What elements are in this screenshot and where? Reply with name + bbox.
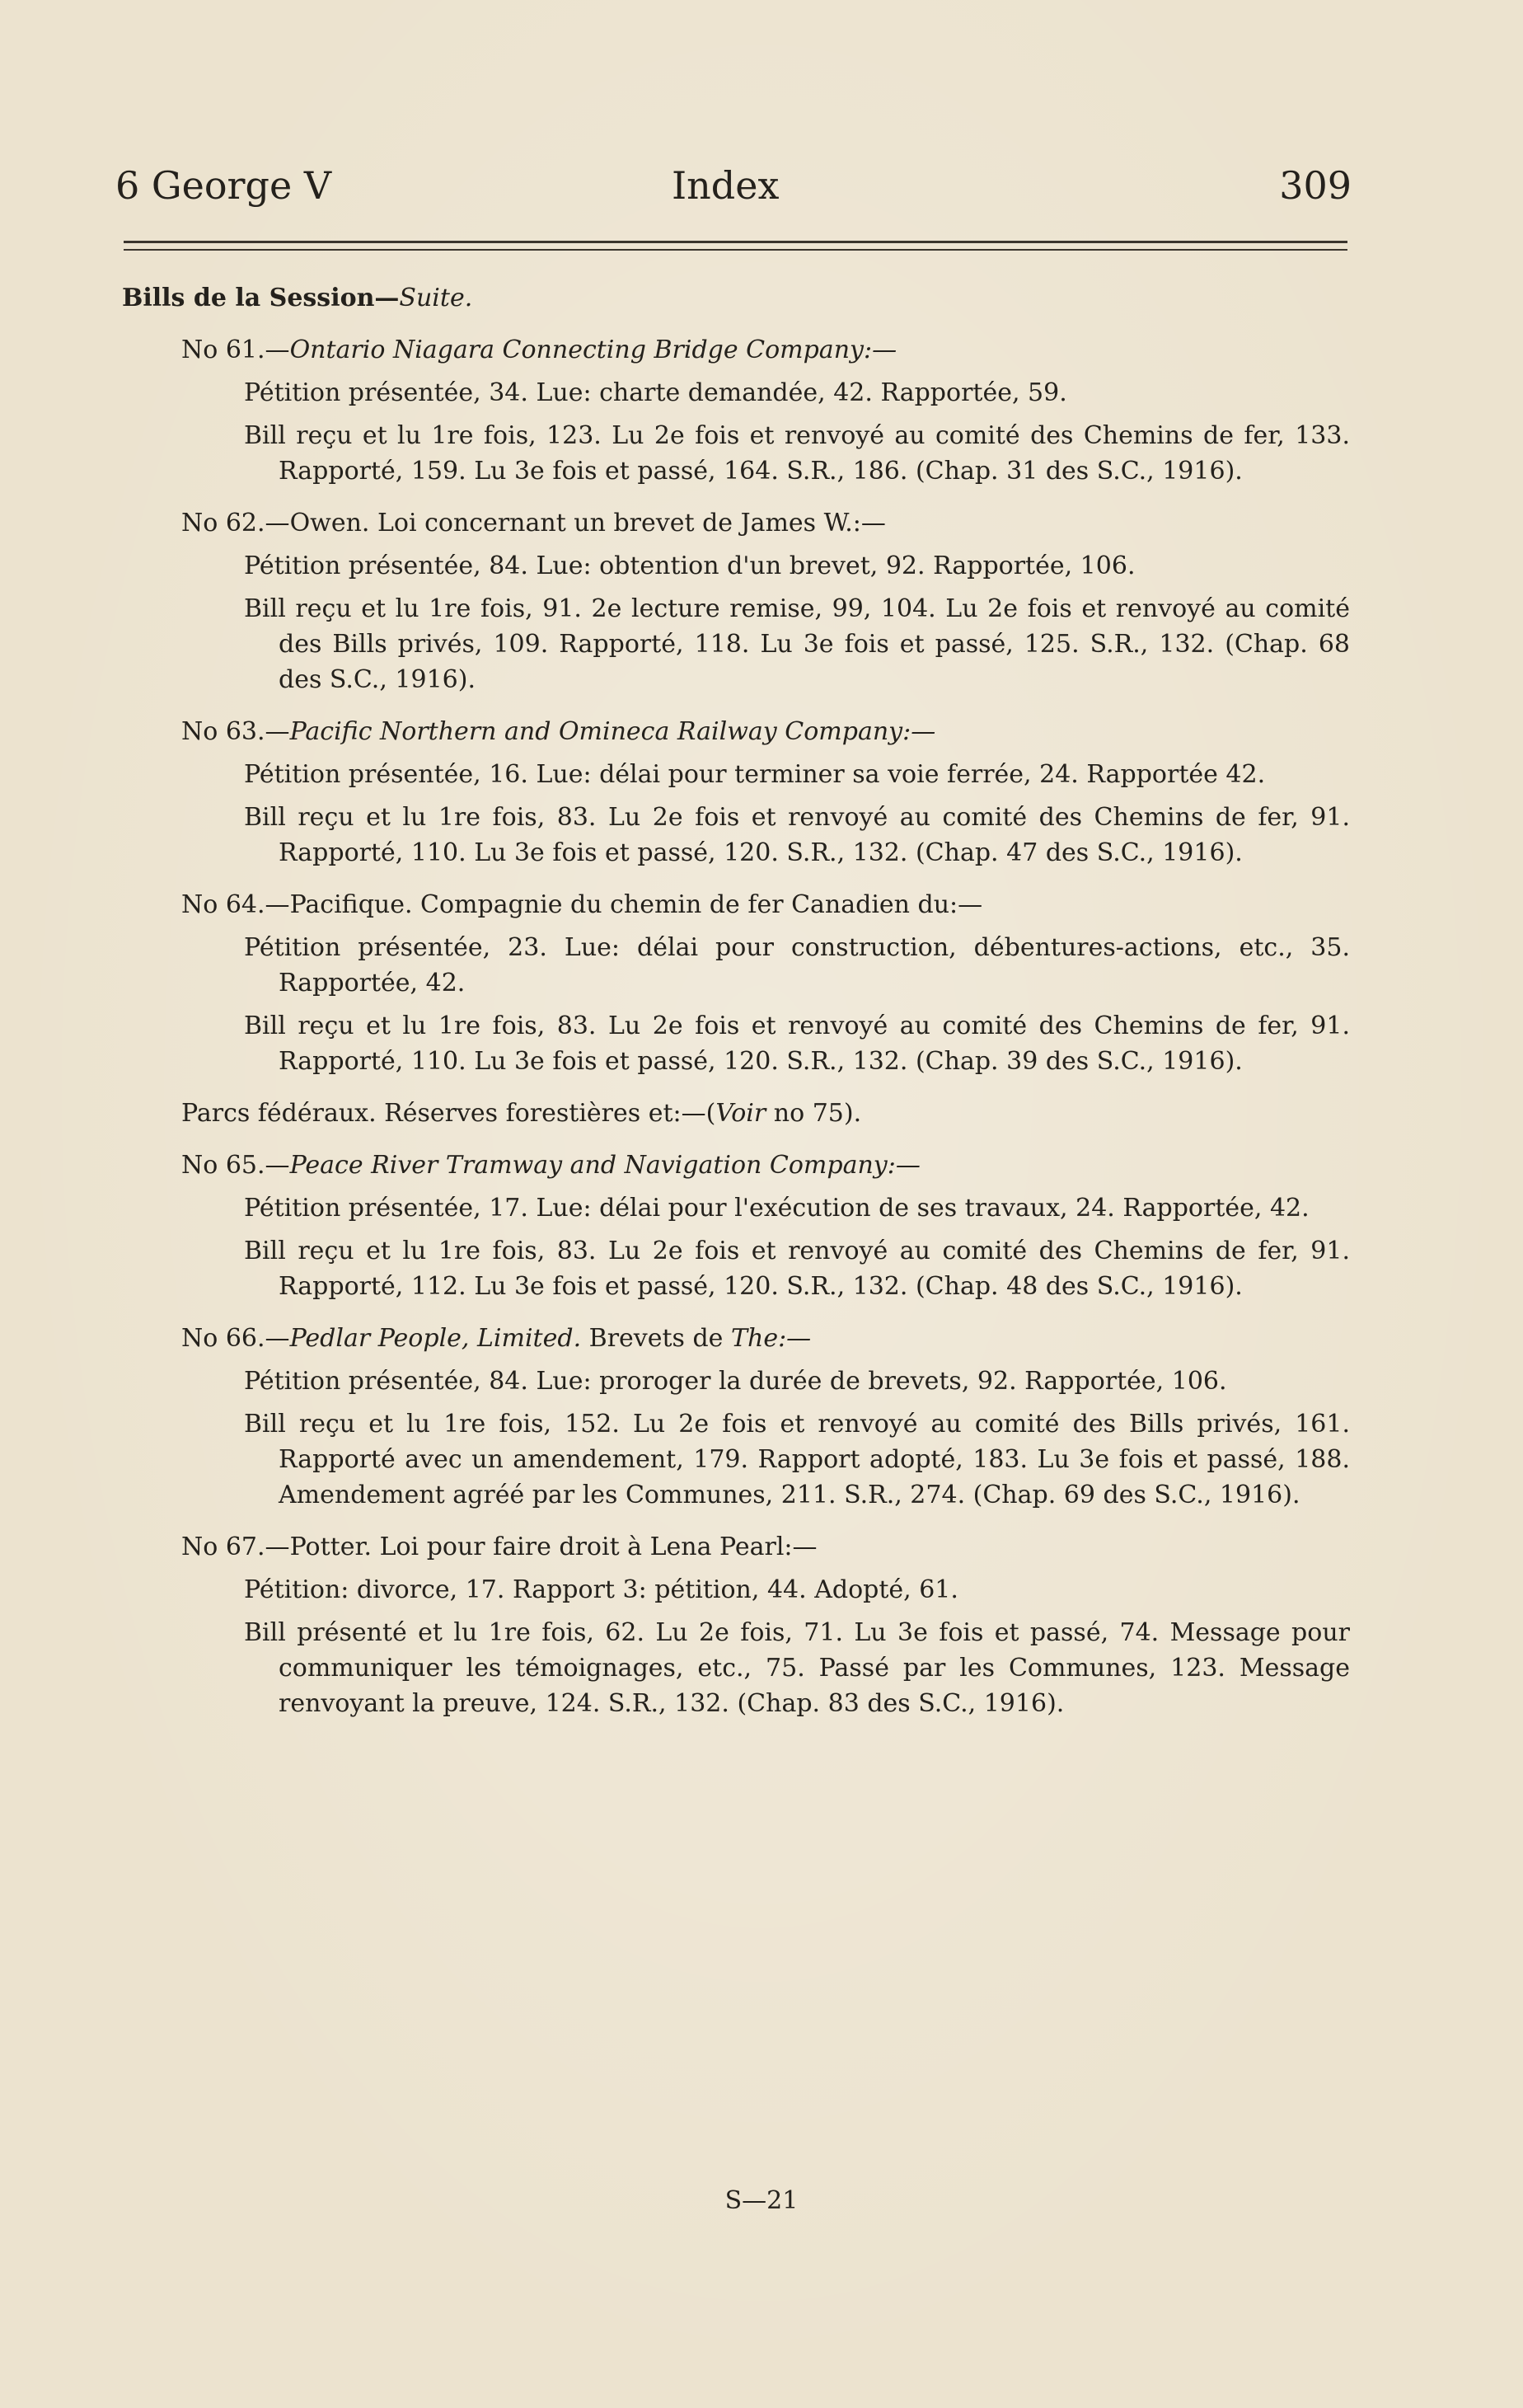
index-entry-67 [122,1529,1350,1721]
index-entry-61 [122,332,1350,489]
cross-reference-text: Parcs fédéraux. Réserves forestières et:—( [181,1099,716,1128]
entry-name-connector: Brevets de [581,1324,731,1353]
cross-reference [181,1096,1350,1131]
index-entry-64 [122,887,1350,1079]
entry-line: Bill reçu et lu 1re fois, 152. Lu 2e fois et renvoyé au comité des Bills privés, 161. Rapporté avec un amendement, 179. Rapport adopté, 183. Lu 3e fois et passé, 188. Amendement agréé par les Communes, 211. S.R., 274. (Chap. 69 des S.C., 1916). [244,1410,1350,1509]
entry-number: No 66.— [181,1324,290,1353]
entry-heading [181,887,1350,922]
entry-name-tail: The:— [730,1324,812,1353]
entry-number: No 65.— [181,1151,290,1180]
entry-line: Pétition présentée, 17. Lue: délai pour l'exécution de ses travaux, 24. Rapportée, 42. [244,1194,1310,1223]
page-number: 309 [1279,163,1352,208]
entry-line: Pétition présentée, 84. Lue: obtention d'un brevet, 92. Rapportée, 106. [244,552,1136,580]
index-entry-62 [122,505,1350,697]
entry-heading [181,332,1350,368]
entry-line: Bill reçu et lu 1re fois, 83. Lu 2e fois et renvoyé au comité des Chemins de fer, 91. Rapporté, 112. Lu 3e fois et passé, 120. S.R., 132. (Chap. 48 des S.C., 1916). [244,1237,1350,1301]
entry-line: Pétition: divorce, 17. Rapport 3: pétition, 44. Adopté, 61. [244,1575,958,1604]
entry-name: Pacifique. Compagnie du chemin de fer Canadien du:— [289,890,983,919]
entry-heading [181,1148,1350,1183]
entry-number: No 61.— [181,336,290,364]
entry-heading [181,505,1350,541]
entry-number: No 62.— [181,509,290,537]
entry-line: Bill reçu et lu 1re fois, 83. Lu 2e fois et renvoyé au comité des Chemins de fer, 91. Rapporté, 110. Lu 3e fois et passé, 120. S.R., 132. (Chap. 47 des S.C., 1916). [244,803,1350,867]
entry-line: Pétition présentée, 23. Lue: délai pour construction, débentures-actions, etc., 35. Rapportée, 42. [244,933,1350,997]
entry-name: Peace River Tramway and Navigation Company:— [289,1151,921,1180]
entry-line: Pétition présentée, 84. Lue: proroger la durée de brevets, 92. Rapportée, 106. [244,1367,1227,1396]
cross-reference-target: no 75). [766,1099,862,1128]
entry-name: Ontario Niagara Connecting Bridge Company:— [289,336,897,364]
header-rule-bottom [124,249,1347,251]
section-title-suite: Suite. [399,284,473,312]
entry-heading [181,1321,1350,1356]
entry-line: Pétition présentée, 16. Lue: délai pour terminer sa voie ferrée, 24. Rapportée 42. [244,760,1266,789]
entry-line: Bill reçu et lu 1re fois, 83. Lu 2e fois et renvoyé au comité des Chemins de fer, 91. Rapporté, 110. Lu 3e fois et passé, 120. S.R., 132. (Chap. 39 des S.C., 1916). [244,1012,1350,1076]
entry-line: Bill reçu et lu 1re fois, 91. 2e lecture remise, 99, 104. Lu 2e fois et renvoyé au comité des Bills privés, 109. Rapporté, 118. Lu 3e fois et passé, 125. S.R., 132. (Chap. 68 des S.C., 1916). [244,594,1350,694]
entry-number: No 67.— [181,1533,290,1561]
section-title-text: Bills de la Session— [122,284,400,312]
index-entry-66 [122,1321,1350,1513]
entry-name: Potter. Loi pour faire droit à Lena Pearl:— [289,1533,818,1561]
signature-mark: S—21 [724,2186,799,2215]
header-title: Index [672,163,780,208]
entry-name: Owen. Loi concernant un brevet de James W.:— [289,509,886,537]
entry-number: No 64.— [181,890,290,919]
index-content [122,280,1350,1738]
running-header [115,157,1352,214]
section-title [122,280,1350,316]
entry-heading [181,1529,1350,1565]
entry-line: Bill reçu et lu 1re fois, 123. Lu 2e fois et renvoyé au comité des Chemins de fer, 133. Rapporté, 159. Lu 3e fois et passé, 164. S.R., 186. (Chap. 31 des S.C., 1916). [244,421,1350,486]
index-entry-65 [122,1148,1350,1304]
entry-name: Pedlar People, Limited. [289,1324,582,1353]
entry-heading [181,714,1350,749]
header-rule-top [124,241,1347,243]
index-entry-63 [122,714,1350,871]
header-regnal-year: 6 George V [115,163,332,208]
entry-name: Pacific Northern and Omineca Railway Company:— [289,717,936,746]
entry-line: Pétition présentée, 34. Lue: charte demandée, 42. Rapportée, 59. [244,378,1067,407]
cross-reference-voir: Voir [715,1099,766,1128]
entry-number: No 63.— [181,717,290,746]
entry-line: Bill présenté et lu 1re fois, 62. Lu 2e fois, 71. Lu 3e fois et passé, 74. Message pour communiquer les témoignages, etc., 75. Passé par les Communes, 123. Message renvoyant la preuve, 124. S.R., 132. (Chap. 83 des S.C., 1916). [244,1618,1350,1718]
